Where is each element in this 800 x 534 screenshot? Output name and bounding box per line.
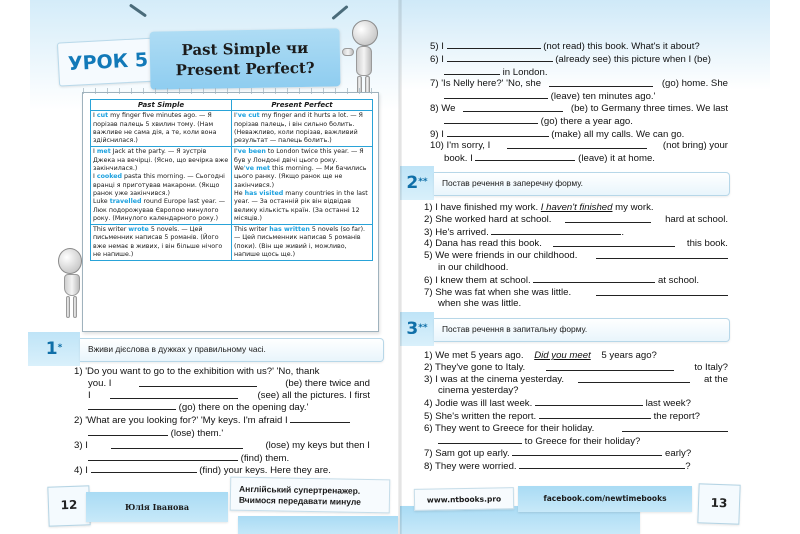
example-text: my finger and it hurts a lot. — Я порізав палець, і він сильно болить. (Неважливо, коли порізав, важливий результат — палець болить.) <box>234 112 363 145</box>
exercise-line: 6) They went to Greece for their holiday. <box>424 423 728 435</box>
exercise-line: 4) I (find) your keys. Here they are. <box>74 465 331 477</box>
answer-blank[interactable] <box>88 401 176 410</box>
website-link[interactable]: www.ntbooks.pro <box>426 494 502 505</box>
example-text: Jack at the party. — Я зустрів Джека на вечірці. (Ясно, що вечірка вже закінчилася.) <box>93 148 229 173</box>
book-gutter <box>398 0 402 534</box>
lesson-title-banner <box>150 28 341 89</box>
column-header-present-perfect: Present Perfect <box>232 100 373 111</box>
right-page <box>400 0 800 534</box>
answer-blank[interactable] <box>463 103 563 112</box>
facebook-strip <box>518 486 692 512</box>
answer-blank[interactable] <box>444 66 500 75</box>
page-number-tab <box>697 483 740 524</box>
answer-blank[interactable] <box>596 250 728 259</box>
past-simple-cell <box>91 111 232 147</box>
right-footer <box>400 482 755 534</box>
exercise-1-header <box>28 338 384 362</box>
example-text: We <box>234 165 244 173</box>
grammar-table-row <box>91 111 373 147</box>
answer-blank[interactable] <box>447 53 553 62</box>
exercise-line: 3) I (lose) my keys but then I <box>74 439 370 451</box>
answer-blank[interactable] <box>438 435 522 444</box>
exercise-3-text <box>424 350 728 473</box>
exercise-line: in our childhood. <box>438 261 509 273</box>
past-simple-cell <box>91 147 232 225</box>
grammar-table-row <box>91 225 373 261</box>
highlighted-verb: 've been <box>235 148 266 156</box>
decorative-strip <box>238 516 398 534</box>
example-text: to London twice this year. — Я був у Лондоні двічі цього року. <box>234 148 364 164</box>
exercise-line: book. I (leave) it at home. <box>444 153 655 165</box>
book-title-line1: Англійський супертренажер. <box>239 483 361 496</box>
answer-blank[interactable] <box>110 390 238 399</box>
highlighted-verb: wrote <box>128 226 149 234</box>
exercise-line: 2) 'What are you looking for?' 'My keys. I'm afraid I <box>74 414 370 427</box>
highlighted-verb: 've met <box>243 165 271 173</box>
exercise-line: 2) They've gone to Italy. to Italy? <box>424 361 728 373</box>
exercise-line: 5) She's written the report. the report? <box>424 410 700 422</box>
answer-blank[interactable] <box>111 440 243 449</box>
answer-blank[interactable] <box>475 152 575 161</box>
exercise-instruction: Постав речення в запитальну форму. <box>442 324 588 334</box>
exercise-3-header <box>400 318 730 342</box>
answer-blank[interactable] <box>88 427 168 436</box>
exercise-line: I (see) all the pictures. I first <box>88 389 370 401</box>
exercise-line: 6) I (already see) this picture when I (be) <box>430 53 711 65</box>
exercise-line: to Greece for their holiday? <box>424 435 728 448</box>
exercise-line: 5) We were friends in our childhood. <box>424 250 728 262</box>
example-text: I <box>234 112 236 120</box>
highlighted-verb: 've cut <box>235 112 260 120</box>
answer-blank[interactable] <box>507 140 647 149</box>
book-title-line2: Вчимося передавати минуле <box>238 494 362 507</box>
example-text: I <box>234 148 236 156</box>
example-text: my finger five minutes ago. — Я порізав палець 5 хвилин тому. (Нам важливе не сама дія, а те, коли вона здійснилася.) <box>93 112 217 145</box>
exercise-line: (go) there on the opening day.' <box>74 401 370 414</box>
book-title-card <box>230 477 391 514</box>
exercise-number: 1* <box>45 339 63 359</box>
exercise-line: 8) We (be) to Germany three times. We last <box>430 102 728 114</box>
grammar-table <box>90 99 373 261</box>
highlighted-verb: has written <box>269 226 310 234</box>
exercise-line: 9) I (make) all my calls. We can go. <box>430 128 685 140</box>
answer-blank[interactable] <box>578 374 690 383</box>
example-text: many countries in the last year. — За останній рік він відвідав велику кількість країн. (За останні 12 місяців.) <box>234 189 368 222</box>
exercise-line: 5) I (not read) this book. What's it about? <box>430 41 700 52</box>
answer-blank[interactable] <box>512 447 662 456</box>
answer-blank[interactable] <box>622 423 728 432</box>
exercise-line: 10) I'm sorry, I (not bring) your <box>430 140 728 152</box>
answer-blank[interactable] <box>290 414 350 423</box>
grammar-table-row <box>91 147 373 225</box>
answer-blank[interactable] <box>139 378 257 387</box>
author-name: Юлія Іванова <box>124 502 190 512</box>
exercise-2-text <box>424 202 728 310</box>
exercise-line: 4) Dana has read this book. this book. <box>424 238 728 250</box>
exercise-line: (find) them. <box>74 452 370 465</box>
page-number-tab <box>47 485 90 526</box>
example-text: Luke <box>93 198 110 206</box>
highlighted-verb: met <box>96 148 111 156</box>
exercise-instruction: Вживи дієслова в дужках у правильному часі. <box>88 344 266 354</box>
answer-blank[interactable] <box>447 128 549 137</box>
present-perfect-cell <box>232 147 373 225</box>
example-answer: Did you meet <box>534 350 591 361</box>
exercise-line: in London. <box>430 66 728 79</box>
example-text: I <box>93 148 97 156</box>
exercise-line: (lose) them.' <box>74 427 370 440</box>
answer-blank[interactable] <box>546 362 674 371</box>
page-number: 13 <box>710 495 728 511</box>
page-number: 12 <box>60 497 78 513</box>
exercise-2-header <box>400 172 730 196</box>
lesson-title-line2: Present Perfect? <box>175 58 315 80</box>
answer-blank[interactable] <box>596 287 728 296</box>
exercise-line: you. I (be) there twice and <box>88 377 370 389</box>
example-text: This writer <box>234 226 270 234</box>
answer-blank[interactable] <box>491 226 621 235</box>
example-text: I <box>93 173 97 181</box>
exercise-line: 6) I knew them at school. at school. <box>424 274 700 286</box>
lesson-label-tag <box>57 37 159 86</box>
past-simple-cell <box>91 225 232 261</box>
exercise-line: 4) Jodie was ill last week. last week? <box>424 398 691 410</box>
exercise-line: 2) She worked hard at school. hard at school. <box>424 213 728 225</box>
exercise-line: 3) I was at the cinema yesterday. at the <box>424 373 728 385</box>
answer-blank[interactable] <box>91 464 197 473</box>
exercise-line: when she was little. <box>438 298 522 310</box>
exercise-line: 1) 'Do you want to go to the exhibition with us?' 'No, thank <box>74 366 320 377</box>
exercise-number: 2** <box>406 173 428 193</box>
example-text: 5 novels. — Цей письменник написав 5 романів. (Його вже немає в живих, і він більше нічого не напише.) <box>93 226 223 259</box>
example-answer: I haven't finished <box>540 202 613 213</box>
column-header-past-simple: Past Simple <box>91 100 232 111</box>
exercise-line: 8) They were worried. ? <box>424 461 691 473</box>
exercise-line: (go) there a year ago. <box>430 115 728 128</box>
present-perfect-cell <box>232 225 373 261</box>
highlighted-verb: cooked <box>96 173 123 181</box>
highlighted-verb: travelled <box>109 198 142 206</box>
exercise-line: cinema yesterday? <box>438 385 519 397</box>
lesson-label: УРОК 5 <box>67 48 149 76</box>
facebook-link[interactable]: facebook.com/newtimebooks <box>543 494 667 503</box>
example-text: pasta this morning. — Сьогодні вранці я приготував макарони. (Якщо ранок уже закінчився.) <box>93 173 225 197</box>
answer-blank[interactable] <box>539 410 651 419</box>
present-perfect-cell <box>232 111 373 147</box>
highlighted-verb: has visited <box>244 189 284 197</box>
lesson-title-line1: Past Simple чи <box>181 38 309 60</box>
exercise-line: 7) She was fat when she was little. <box>424 287 728 299</box>
exercise-number: 3** <box>406 319 428 339</box>
grammar-table-card <box>82 92 379 332</box>
exercise-line: 7) Sam got up early. early? <box>424 448 692 460</box>
answer-blank[interactable] <box>549 78 653 87</box>
website-card <box>414 487 514 511</box>
left-footer <box>48 482 398 534</box>
answer-blank[interactable] <box>565 214 651 223</box>
exercise-line: 1) I have finished my work. I haven't finished my work. <box>424 202 654 213</box>
author-strip <box>86 492 228 522</box>
exercise-line: 7) 'Is Nelly here?' 'No, she (go) home. She <box>430 78 728 90</box>
answer-blank[interactable] <box>447 40 541 49</box>
answer-blank[interactable] <box>519 460 685 469</box>
example-text: this morning. — Ми бачились цього ранку. (Якщо ранок ще не закінчився.) <box>234 165 367 189</box>
answer-blank[interactable] <box>535 397 643 406</box>
example-text: This writer <box>93 226 129 234</box>
exercise-line: (leave) ten minutes ago.' <box>430 90 728 103</box>
exercise-line: 1) We met 5 years ago. Did you meet 5 years ago? <box>424 350 657 361</box>
notepad-edge <box>83 88 378 94</box>
answer-blank[interactable] <box>553 238 675 247</box>
exercise-line: 3) He's arrived. . <box>424 226 625 238</box>
answer-blank[interactable] <box>444 90 548 99</box>
highlighted-verb: cut <box>96 112 109 120</box>
answer-blank[interactable] <box>444 115 538 124</box>
example-text: I <box>93 112 97 120</box>
exercise-1-text <box>74 366 370 477</box>
exercise-instruction: Постав речення в заперечну форму. <box>442 178 583 188</box>
example-text: 5 novels (so far). — Цей письменник написав 5 романів (поки). (Він ще живий і, можливо, напише щось ще.) <box>234 226 366 259</box>
example-text: He <box>234 189 245 197</box>
answer-blank[interactable] <box>533 274 655 283</box>
answer-blank[interactable] <box>88 452 238 461</box>
example-text: round Europe last year. — Люк подорожував Європою минулого року. (Минулого календарного року.) <box>93 198 226 222</box>
exercise-1-continued <box>430 40 728 165</box>
